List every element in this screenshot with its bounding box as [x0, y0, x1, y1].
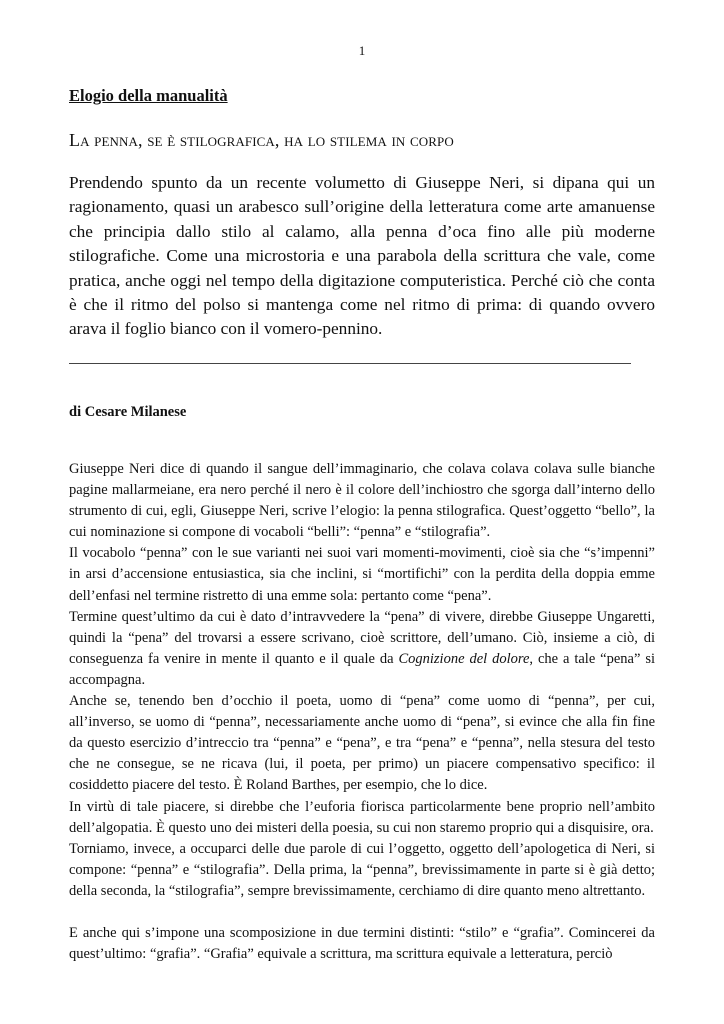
body-paragraph: In virtù di tale piacere, si direbbe che l’euforia fiorisca particolarmente bene proprio nell’ambito dell’algopatia. È questo uno dei misteri della poesia, su cui non staremo proprio qui a disquisire, ora. — [69, 798, 655, 836]
article-body — [69, 459, 655, 965]
body-text-run: Termine quest’ultimo da cui è dato d’intravvedere la “pena” di vivere, direbbe Giuseppe Ungaretti, quindi la “pena” del trovarsi a essere scrivano, cioè scrittore, dell’umano. Ciò, insieme a ciò, di conseguenza fa venire in mente il quanto e il quale da — [69, 608, 655, 667]
author-byline: di Cesare Milanese — [69, 404, 187, 420]
book-title: Cognizione del dolore — [398, 650, 530, 667]
body-paragraph: Torniamo, invece, a occuparci delle due parole di cui l’oggetto, oggetto dell’apologetica di Neri, si compone: “penna” e “stilografia”. Della prima, la “penna”, brevissimamente in parte si è già detto; della seconda, la “stilografia”, sempre brevissimamente, cerchiamo di dire quanto meno altrettanto. — [69, 840, 655, 899]
body-paragraph: E anche qui s’impone una scomposizione in due termini distinti: “stilo” e “grafia”. Comincerei da quest’ultimo: “grafia”. “Grafia” equivale a scrittura, ma scrittura equivale a letteratura, perciò — [69, 924, 655, 963]
page-number: 1 — [358, 43, 366, 58]
body-paragraph: Il vocabolo “penna” con le sue varianti nei suoi vari momenti-movimenti, cioè sia che “s’impenni” in arsi d’accensione entusiastica, sia che inclini, si “mortifichi” con la perdita della doppia emme dell’enfasi nel termine ristretto di una emme sola: pertanto come “pena”. — [69, 545, 655, 604]
horizontal-divider — [69, 363, 631, 364]
section-title: Elogio della manualità — [69, 86, 228, 105]
body-paragraph — [69, 607, 655, 691]
article-headline: La penna, se è stilografica, ha lo stilema in corpo — [69, 130, 454, 150]
body-paragraph: Giuseppe Neri dice di quando il sangue dell’immaginario, che colava colava colava sulle bianche pagine mallarmeiane, era nero perché il nero è il colore dell’inchiostro che sgorga dall’interno dello strumento di cui, egli, Giuseppe Neri, scrive l’elogio: la penna stilografica. Quest’oggetto “bello”, la cui nominazione si compone di vocaboli “belli”: “penna” e “stilografia”. — [69, 461, 655, 541]
lead-paragraph: Prendendo spunto da un recente volumetto di Giuseppe Neri, si dipana qui un ragionamento, quasi un arabesco sull’origine della letteratura come arte amanuense che principia dallo stilo al calamo, alla penna d’oca fino alle più moderne stilografiche. Come una microstoria e una parabola della scrittura che vale, come pratica, anche oggi nel tempo della digitazione computeristica. Perché ciò che conta è che il ritmo del polso si mantenga come nel ritmo di prima: di quando ovvero arava il foglio bianco con il vomero-pennino. — [69, 173, 655, 339]
body-text-run: , che a tale “pena” si accompagna. — [69, 650, 656, 688]
body-paragraph: Anche se, tenendo ben d’occhio il poeta, uomo di “pena” come uomo di “penna”, per cui, all’inverso, se uomo di “penna”, necessariamente anche uomo di “pena”, si evince che alla fin fine da questo esercizio d’intreccio tra “penna” e “pena”, e tra “pena” e “penna”, nella stesura del testo che ne consegue, se ne ricava (lui, il poeta, per primo) un piacere compensativo specifico: il cosiddetto piacere del testo. È Roland Barthes, per esempio, che lo dice. — [69, 693, 655, 794]
